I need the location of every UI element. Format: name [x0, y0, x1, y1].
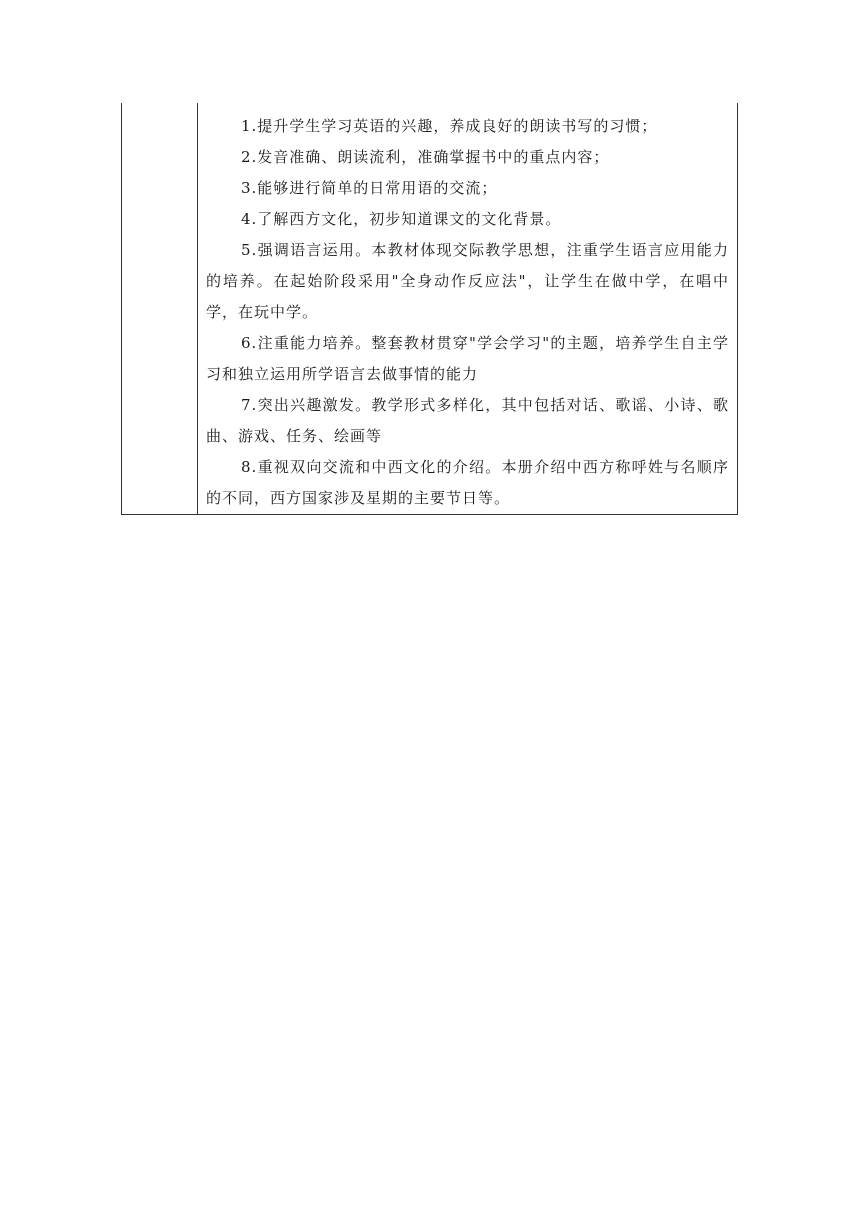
- content-table: [121, 103, 738, 515]
- table-content-cell: [198, 103, 737, 514]
- list-item: 4.了解西方文化，初步知道课文的文化背景。: [241, 210, 562, 228]
- list-item: 1.提升学生学习英语的兴趣，养成良好的朗读书写的习惯；: [241, 117, 658, 135]
- list-item: 2.发音准确、朗读流利，准确掌握书中的重点内容；: [241, 148, 610, 166]
- table-label-cell: [122, 103, 198, 514]
- list-item: 3.能够进行简单的日常用语的交流；: [241, 179, 498, 197]
- list-item: 5.强调语言运用。本教材体现交际教学思想，注重学生语言应用能力的培养。在起始阶段采用"全身动作反应法"，让学生在做中学，在唱中学，在玩中学。: [206, 241, 729, 321]
- list-item: 8.重视双向交流和中西文化的介绍。本册介绍中西方称呼姓与名顺序的不同，西方国家涉及星期的主要节日等。: [206, 458, 729, 507]
- list-item: 6.注重能力培养。整套教材贯穿"学会学习"的主题，培养学生自主学习和独立运用所学语言去做事情的能力: [206, 334, 729, 383]
- list-item: 7.突出兴趣激发。教学形式多样化，其中包括对话、歌谣、小诗、歌曲、游戏、任务、绘画等: [206, 396, 729, 445]
